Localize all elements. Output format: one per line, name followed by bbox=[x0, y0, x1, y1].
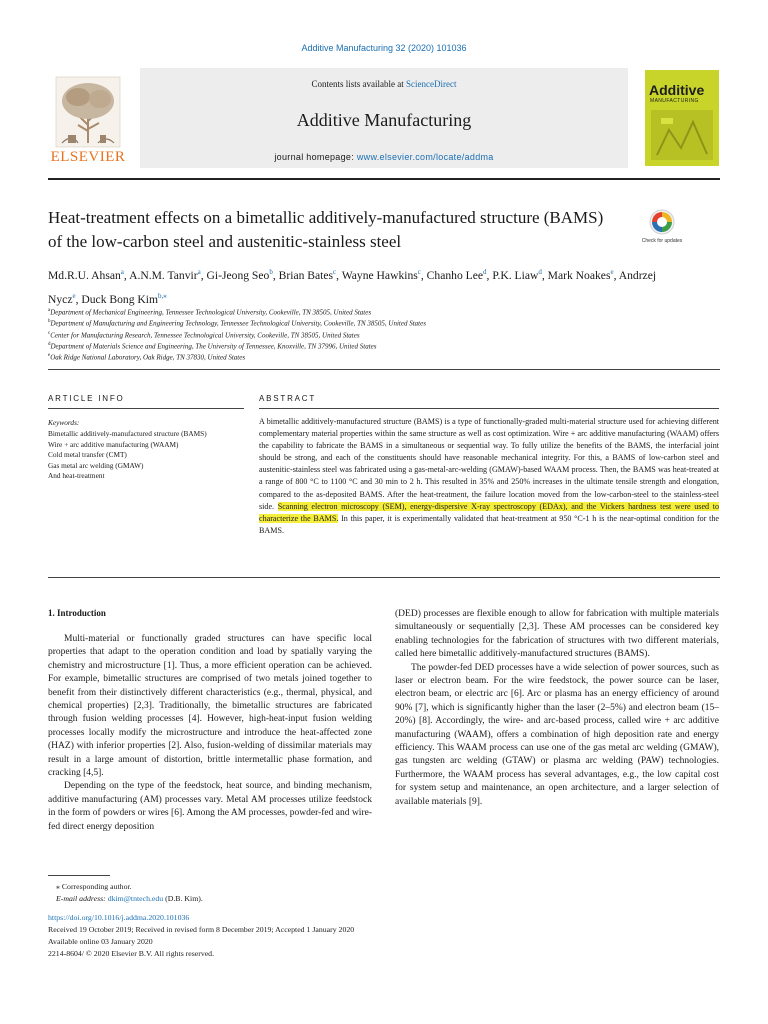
crossmark-label: Check for updates bbox=[641, 238, 683, 244]
abstract-text bbox=[259, 416, 719, 537]
contents-prefix: Contents lists available at bbox=[311, 79, 406, 89]
keyword-item: And heat-treatment bbox=[48, 471, 105, 481]
author-name[interactable]: Md.R.U. Ahsan bbox=[48, 268, 121, 282]
keyword-item: Cold metal transfer (CMT) bbox=[48, 450, 127, 460]
abstract-rule bbox=[259, 408, 719, 409]
affiliation-key: c bbox=[48, 330, 51, 336]
author-name[interactable]: Andrzej Nycz bbox=[48, 268, 657, 306]
keyword-item: Wire + arc additive manufacturing (WAAM) bbox=[48, 439, 179, 449]
author-name[interactable]: A.N.M. Tanvir bbox=[129, 268, 198, 282]
author-affiliation-marker[interactable]: a bbox=[197, 268, 201, 276]
elsevier-wordmark: ELSEVIER bbox=[50, 149, 126, 165]
affiliation-key: a bbox=[48, 308, 51, 313]
keywords-list bbox=[48, 429, 248, 482]
copyright-line: 2214-8604/ © 2020 Elsevier B.V. All rights reserved. bbox=[48, 949, 215, 958]
journal-cover-thumbnail[interactable] bbox=[645, 70, 719, 166]
paragraph: The powder-fed DED processes have a wide selection of power sources, such as laser or electron beam. For the wire feedstock, the power source can be laser, electron beam, or electric arc [6]. Arc or plasma has an energy efficiency of around 90% [7], which is significantly higher than the laser (2–5%) and electron beam (15–20%) [8]. Accordingly, the wire- and arc-based process, called wire + arc additive manufacturing (WAAM), offers a combination of high deposition rate and energy efficiency. This WAAM process can use one of the gas metal arc welding (GMAW), gas tungsten arc welding (GTAW) or plasma arc welding (PAW) technologies. Furthermore, the WAAM process has several advantages, e.g., the low capital cost for system setup and maintenance, an open architecture, and a larger selection of available materials [9]. bbox=[395, 662, 719, 807]
email-link[interactable]: dkim@tntech.edu bbox=[107, 894, 164, 903]
author-name[interactable]: Gi-Jeong Seo bbox=[206, 268, 270, 282]
author-list: Md.R.U. Ahsan$^a$, A.N.M. Tanvir$^a$, Gi-Jeong Seo$^b$, Brian Bates$^c$, Wayne Hawkins$^c$, Chanho Lee$^d$, P.K. Liaw$^d$, Mark Noakes$^e$, Andrzej Nycz$^e$, Duck Bong Kim$^{b,⁎}$ bbox=[48, 268, 657, 306]
cover-subtitle: MANUFACTURING bbox=[650, 98, 699, 104]
abstract-part-2: In this paper, it is experimentally validated that heat-treatment at 950 °C-1 h is the near-optimal condition for the BAMS. bbox=[259, 513, 720, 535]
header-rule bbox=[48, 178, 720, 180]
affiliation-item bbox=[48, 340, 688, 351]
author-affiliation-marker[interactable]: c bbox=[417, 268, 421, 276]
affiliation-item bbox=[48, 317, 688, 328]
affiliation-item bbox=[48, 329, 688, 340]
footnote-rule bbox=[48, 875, 110, 876]
doi-link[interactable]: https://doi.org/10.1016/j.addma.2020.101036 bbox=[48, 913, 190, 922]
affiliation-item bbox=[48, 351, 688, 362]
homepage-line bbox=[140, 152, 628, 162]
affiliation-key: b bbox=[48, 319, 51, 325]
author-affiliation-marker[interactable]: c bbox=[333, 268, 337, 276]
keyword-item: Gas metal arc welding (GMAW) bbox=[48, 460, 144, 470]
section-rule bbox=[48, 577, 720, 578]
affiliation-list bbox=[48, 306, 688, 363]
affiliation-key: d bbox=[48, 341, 51, 347]
affiliation-text: Department of Materials Science and Engineering, The University of Tennessee, Knoxville, TN 37996, United States bbox=[50, 342, 377, 351]
sciencedirect-link[interactable]: ScienceDirect bbox=[406, 79, 457, 89]
homepage-link[interactable]: www.elsevier.com/locate/addma bbox=[356, 152, 494, 162]
crossmark-icon[interactable] bbox=[641, 208, 683, 252]
affiliation-key: e bbox=[48, 353, 51, 359]
received-dates: Received 19 October 2019; Received in revised form 8 December 2019; Accepted 1 January 2020 bbox=[48, 925, 355, 934]
article-info-heading: ARTICLE INFO bbox=[48, 394, 125, 403]
paragraph: Depending on the type of the feedstock, heat source, and binding mechanism, additive manufacturing (AM) processes vary. Metal AM processes utilize feedstock in the form of powders or wires [6]. Among the AM processes, powder-fed and wire-fed direct energy deposition bbox=[48, 781, 372, 832]
author-affiliation-marker[interactable]: d bbox=[538, 268, 542, 276]
abstract-highlighted-text[interactable]: Scanning electron microscopy (SEM), energy-dispersive X-ray spectroscopy (EDAx), and the Vickers hardness test were used to characterize the BAMS. bbox=[259, 501, 720, 523]
corresponding-author-note: ⁎ Corresponding author. bbox=[56, 882, 132, 891]
introduction-heading: 1. Introduction bbox=[48, 608, 106, 618]
author-name[interactable]: Chanho Lee bbox=[426, 268, 484, 282]
article-title: Heat-treatment effects on a bimetallic additively-manufactured structure (BAMS) of the low-carbon steel and austenitic-stainless steel bbox=[48, 208, 604, 251]
homepage-prefix: journal homepage: bbox=[274, 152, 357, 162]
email-label: E-mail address: bbox=[56, 894, 106, 903]
author-affiliation-marker[interactable]: e bbox=[72, 291, 76, 300]
journal-reference-link[interactable]: Additive Manufacturing 32 (2020) 101036 bbox=[301, 43, 467, 53]
author-name[interactable]: P.K. Liaw bbox=[492, 268, 539, 282]
publication-info bbox=[48, 912, 548, 960]
author-affiliation-marker[interactable]: b bbox=[269, 268, 273, 276]
author-name[interactable]: Mark Noakes bbox=[547, 268, 611, 282]
cover-title: Additive bbox=[649, 82, 705, 98]
body-column-left bbox=[48, 633, 372, 834]
affiliation-text: Department of Manufacturing and Engineering Technology, Tennessee Technological University, Cookeville, TN 38505, United States bbox=[50, 319, 426, 328]
author-affiliation-marker[interactable]: d bbox=[483, 268, 487, 276]
author-affiliation-marker[interactable]: a bbox=[120, 268, 124, 276]
affiliation-item bbox=[48, 306, 688, 317]
affiliation-text: Department of Mechanical Engineering, Tennessee Technological University, Cookeville, TN 38505, United States bbox=[50, 308, 372, 317]
affiliation-rule bbox=[48, 369, 720, 370]
email-suffix: (D.B. Kim). bbox=[163, 894, 203, 903]
footnotes bbox=[48, 881, 448, 905]
journal-name: Additive Manufacturing bbox=[296, 110, 472, 130]
author-name[interactable]: Duck Bong Kim bbox=[81, 292, 159, 306]
body-column-right bbox=[395, 608, 719, 809]
cover-artwork-icon bbox=[651, 110, 713, 160]
affiliation-text: Center for Manufacturing Research, Tennessee Technological University, Cookeville, TN 38505, United States bbox=[50, 330, 360, 339]
email-note bbox=[48, 893, 448, 905]
abstract-heading: ABSTRACT bbox=[259, 394, 317, 403]
contents-line bbox=[140, 79, 628, 89]
paragraph: (DED) processes are flexible enough to allow for fabrication with multiple materials simultaneously or sequentially [2,3]. These AM processes can be considered key enabling technologies for the fabrication of structures with two different materials, called here bimetallic additively-manufactured structures (BAMS). bbox=[395, 609, 719, 660]
author-affiliation-marker[interactable]: b,⁎ bbox=[158, 291, 167, 300]
paragraph: Multi-material or functionally graded structures can have specific local properties that adapt to the operation condition and load by spatially varying the chemistry and microstructure [1]. Thus, a more efficient operation can be achieved. For example, bimetallic structures are comprised of two metals joined together to benefit from their distinctively different characteristics (e.g., thermal, physical, and chemical properties) [2,3]. Traditionally, the bimetallic structures are fabricated through fusion welding processes [4]. However, high-heat-input fusion welding processes locally modify the microstructure and introduce the heat-affected zone (HAZ) with inferior properties [2]. Also, fusion-welding of dissimilar materials may result in a large amount of distortion, brittle intermetallic phase formation, and cracking [4,5]. bbox=[48, 634, 372, 779]
online-date: Available online 03 January 2020 bbox=[48, 937, 153, 946]
author-affiliation-marker[interactable]: e bbox=[610, 268, 614, 276]
keyword-item: Bimetallic additively-manufactured structure (BAMS) bbox=[48, 429, 207, 438]
abstract-part-1: A bimetallic additively-manufactured structure (BAMS) is a type of functionally-graded multi-material structure used for achieving different complementary material properties within the same structure as well as cost optimization. Wire + arc additive manufacturing (WAAM) offers the capability to fabricate the BAMS in a simultaneous or sequential way. To fully utilize the benefits of the BAMS, the interfacial joint should be strong, and each of the constituents should have reasonable mechanical integrity. For this, a BAMS of low-carbon steel and austenitic-stainless steel was fabricated using a gas-metal-arc-welding (GMAW)-based WAAM process. Then, the BAMS was heat-treated at a range of 800 °C to 1100 °C and 30 min to 2 h. This resulted in 35% and 250% increases in the ultimate tensile strength and elongation, compared to the as-deposited BAMS. After the heat-treatment, the failure location moved from the low-carbon-steel to the stainless-steel side. bbox=[259, 417, 719, 511]
affiliation-text: Oak Ridge National Laboratory, Oak Ridge, TN 37830, United States bbox=[50, 353, 246, 362]
author-name[interactable]: Brian Bates bbox=[278, 268, 334, 282]
author-name[interactable]: Wayne Hawkins bbox=[341, 268, 418, 282]
article-info-rule bbox=[48, 408, 244, 409]
keywords-label: Keywords: bbox=[48, 418, 80, 427]
